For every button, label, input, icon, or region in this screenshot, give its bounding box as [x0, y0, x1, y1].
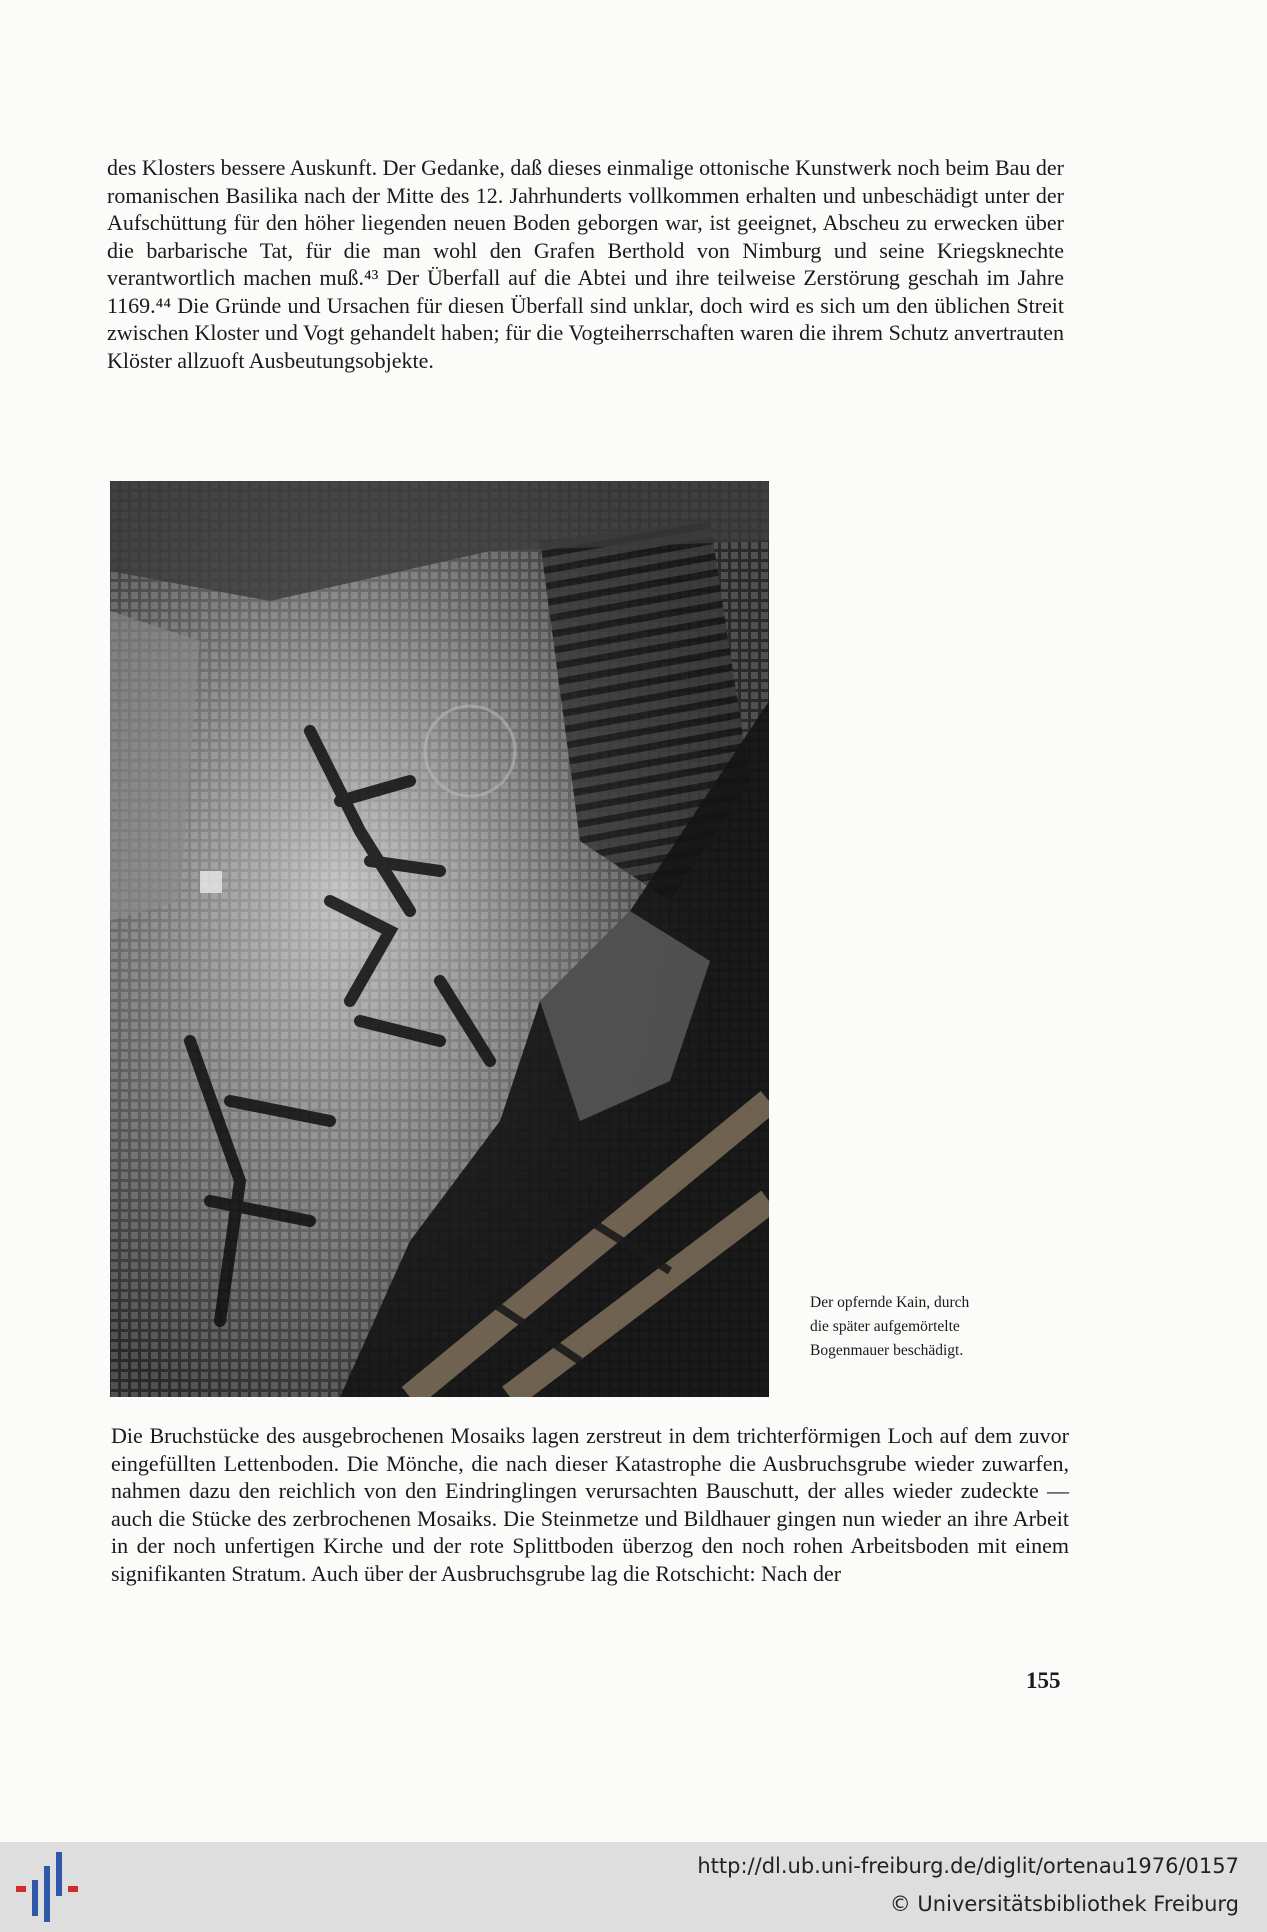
figure-caption	[810, 1291, 1070, 1363]
caption-line: Der opfernde Kain, durch	[810, 1294, 970, 1311]
page-number: 155	[1026, 1668, 1061, 1693]
document-url-link[interactable]: http://dl.ub.uni-freiburg.de/diglit/ortenau1976/0157	[697, 1854, 1239, 1878]
paragraph-bottom: Die Bruchstücke des ausgebrochenen Mosaiks lagen zerstreut in dem trichterförmigen Loch auf dem zuvor eingefüllten Lettenboden. Die Mönche, die nach dieser Katastrophe die Ausbruchsgrube wieder zuwarfen, nahmen dazu den reichlich von den Eindringlingen verursachten Bauschutt, der alles wieder zudeckte — auch die Stücke des zerbrochenen Mosaiks. Die Steinmetze und Bildhauer gingen nun wieder an ihre Arbeit in der noch unfertigen Kirche und der rote Splittboden überzog den noch rohen Arbeitsboden mit einem signifikanten Stratum. Auch über der Ausbruchsgrube lag die Rotschicht: Nach der	[111, 1423, 1069, 1586]
paragraph-top: des Klosters bessere Auskunft. Der Gedanke, daß dieses einmalige ottonische Kunstwerk noch beim Bau der romanischen Basilika nach der Mitte des 12. Jahrhunderts vollkommen erhalten und unbeschädigt unter der Aufschüttung für den höher liegenden neuen Boden geborgen war, ist geeignet, Abscheu zu erwecken über die barbarische Tat, für die man wohl den Grafen Berthold von Nimburg und seine Kriegsknechte verantwortlich machen muß.⁴³ Der Überfall auf die Abtei und ihre teilweise Zerstörung geschah im Jahre 1169.⁴⁴ Die Gründe und Ursachen für diesen Überfall sind unklar, doch wird es sich um den üblichen Streit zwischen Kloster und Vogt gehandelt haben; für die Vogteiherrschaften waren die ihrem Schutz anvertrauten Klöster allzuoft Ausbeutungsobjekte.	[107, 155, 1064, 373]
viewer-footer	[0, 1842, 1267, 1932]
caption-line: die später aufgemörtelte	[810, 1318, 960, 1335]
mosaic-photo-drawing	[110, 481, 769, 1397]
caption-line: Bogenmauer beschädigt.	[810, 1342, 964, 1359]
copyright-text: © Universitätsbibliothek Freiburg	[889, 1892, 1239, 1916]
mosaic-photo	[110, 481, 769, 1397]
library-logo-icon	[16, 1852, 80, 1922]
